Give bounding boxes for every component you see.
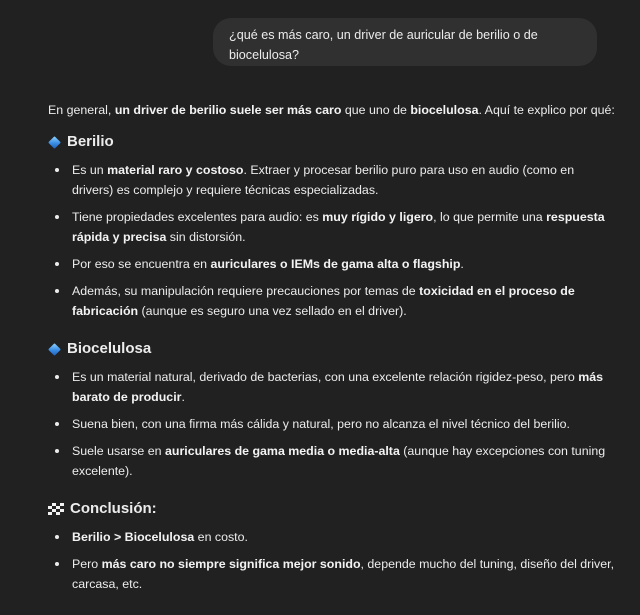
intro-text: . Aquí te explico por qué:: [478, 103, 615, 117]
user-message-line-2: biocelulosa?: [229, 48, 300, 62]
berilio-list: [48, 160, 628, 321]
section-title-text: Berilio: [67, 133, 114, 150]
intro-bold-claim: un driver de berilio suele ser más caro: [114, 103, 342, 117]
list-item: Es un material raro y costoso. Extraer y procesar berilio puro para uso en audio (como en drivers) es complejo y requiere técnicas especializadas.: [48, 160, 628, 200]
intro-text: que uno de: [341, 103, 411, 117]
list-item: Además, su manipulación requiere precauciones por temas de toxicidad en el proceso de fabricación (aunque es seguro una vez sellado en el driver).: [48, 281, 628, 321]
biocelulosa-list: [48, 367, 628, 481]
list-item: Suele usarse en auriculares de gama media o media-alta (aunque hay excepciones con tuning excelente).: [48, 441, 628, 481]
intro-paragraph: [48, 100, 628, 120]
list-item: Tiene propiedades excelentes para audio: es muy rígido y ligero, lo que permite una respuesta rápida y precisa sin distorsión.: [48, 207, 628, 247]
blue-diamond-icon: [48, 343, 61, 356]
section-title-text: Biocelulosa: [67, 340, 152, 357]
section-title-text: Conclusión:: [70, 500, 157, 517]
intro-bold-material: biocelulosa: [410, 103, 479, 117]
list-item: Pero más caro no siempre significa mejor sonido, depende mucho del tuning, diseño del driver, carcasa, etc.: [48, 554, 628, 594]
assistant-response: [48, 100, 628, 594]
section-heading-conclusion: [48, 498, 628, 520]
list-item: Es un material natural, derivado de bacterias, con una excelente relación rigidez-peso, pero más barato de producir.: [48, 367, 628, 407]
user-message-line-1: ¿qué es más caro, un driver de auricular de berilio o de: [229, 28, 538, 42]
user-message-bubble: [213, 18, 597, 66]
checkered-flag-icon: [48, 503, 64, 515]
list-item: Suena bien, con una firma más cálida y natural, pero no alcanza el nivel técnico del berilio.: [48, 414, 628, 434]
blue-diamond-icon: [48, 136, 61, 149]
conclusion-list: [48, 527, 628, 594]
section-heading-berilio: [48, 131, 628, 153]
intro-text: En general,: [48, 103, 115, 117]
section-heading-biocelulosa: [48, 338, 628, 360]
list-item: Berilio > Biocelulosa en costo.: [48, 527, 628, 547]
list-item: Por eso se encuentra en auriculares o IEMs de gama alta o flagship.: [48, 254, 628, 274]
